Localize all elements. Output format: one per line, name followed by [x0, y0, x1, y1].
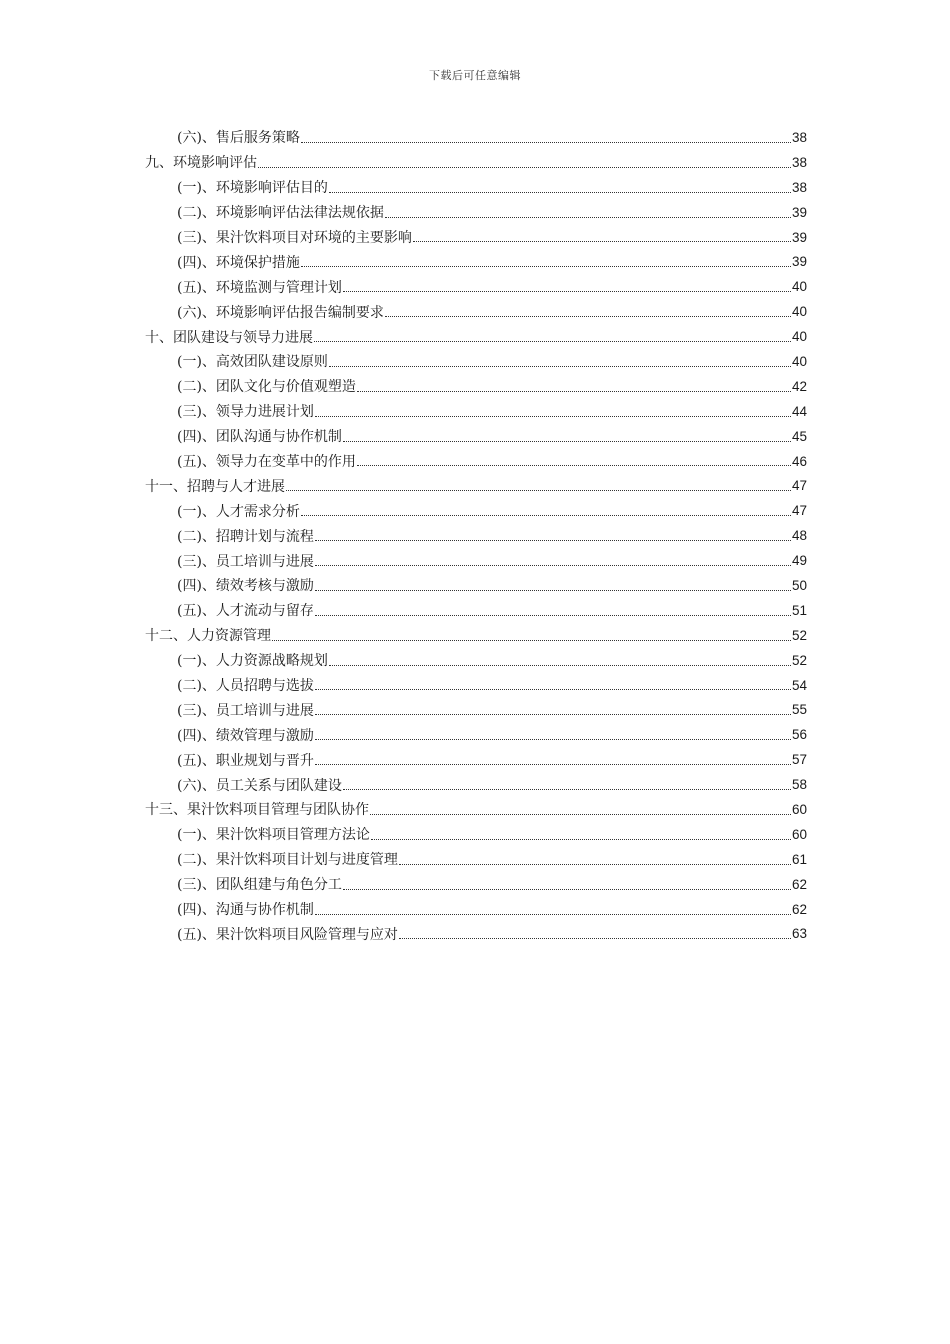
toc-entry-title: (三)、员工培训与进展	[177, 702, 314, 719]
toc-entry-page-number: 46	[791, 453, 807, 469]
toc-dot-leader	[413, 241, 791, 242]
toc-entry-page-number: 60	[791, 826, 807, 842]
toc-entry-page-number: 54	[791, 677, 807, 693]
toc-chapter-entry[interactable]	[145, 473, 807, 498]
toc-entry-title: (四)、绩效管理与激励	[177, 727, 314, 744]
toc-dot-leader	[315, 714, 791, 715]
toc-entry-title: (三)、果汁饮料项目对环境的主要影响	[177, 230, 412, 246]
toc-entry-title: (五)、人才流动与留存	[177, 603, 314, 620]
toc-section-entry[interactable]	[145, 125, 807, 150]
toc-dot-leader	[315, 764, 791, 765]
toc-entry-page-number: 39	[791, 254, 807, 270]
toc-dot-leader	[314, 341, 791, 342]
toc-section-entry[interactable]	[145, 424, 807, 449]
toc-section-entry[interactable]	[145, 349, 807, 374]
toc-entry-title: (四)、沟通与协作机制	[177, 902, 314, 919]
toc-dot-leader	[301, 142, 791, 143]
toc-entry-title: 十一、招聘与人才进展	[145, 478, 285, 495]
toc-section-entry[interactable]	[145, 847, 807, 872]
toc-dot-leader	[343, 441, 791, 442]
toc-chapter-entry[interactable]	[145, 797, 807, 822]
toc-entry-title: (二)、果汁饮料项目计划与进度管理	[177, 852, 398, 869]
toc-dot-leader	[343, 291, 791, 292]
toc-entry-page-number: 38	[791, 129, 807, 145]
toc-section-entry[interactable]	[145, 449, 807, 474]
toc-entry-page-number: 57	[791, 752, 807, 768]
toc-chapter-entry[interactable]	[145, 623, 807, 648]
toc-section-entry[interactable]	[145, 548, 807, 573]
toc-dot-leader	[315, 590, 791, 591]
toc-entry-page-number: 60	[791, 801, 807, 817]
toc-dot-leader	[315, 540, 791, 541]
toc-entry-title: 十、团队建设与领导力进展	[145, 329, 313, 346]
toc-entry-page-number: 62	[791, 876, 807, 892]
toc-section-entry[interactable]	[145, 822, 807, 847]
toc-entry-page-number: 39	[791, 229, 807, 245]
toc-section-entry[interactable]	[145, 673, 807, 698]
toc-entry-title: (一)、果汁饮料项目管理方法论	[177, 827, 370, 844]
toc-entry-page-number: 40	[791, 353, 807, 369]
toc-entry-title: (二)、团队文化与价值观塑造	[177, 379, 356, 396]
toc-entry-title: (五)、职业规划与晋升	[177, 752, 314, 769]
toc-dot-leader	[315, 689, 791, 690]
toc-section-entry[interactable]	[145, 872, 807, 897]
toc-entry-title: (五)、领导力在变革中的作用	[177, 454, 356, 471]
toc-entry-page-number: 44	[791, 403, 807, 419]
toc-entry-title: (一)、环境影响评估目的	[177, 180, 328, 197]
toc-dot-leader	[258, 167, 791, 168]
toc-entry-title: (一)、人力资源战略规划	[177, 653, 328, 670]
toc-section-entry[interactable]	[145, 225, 807, 250]
toc-entry-page-number: 42	[791, 378, 807, 394]
toc-entry-page-number: 39	[791, 204, 807, 220]
toc-entry-page-number: 62	[791, 901, 807, 917]
toc-entry-title: (六)、售后服务策略	[177, 130, 300, 147]
toc-section-entry[interactable]	[145, 274, 807, 299]
toc-entry-title: (六)、员工关系与团队建设	[177, 777, 342, 794]
toc-entry-title: (二)、环境影响评估法律法规依据	[177, 205, 384, 222]
toc-entry-page-number: 52	[791, 652, 807, 668]
toc-entry-title: (四)、环境保护措施	[177, 254, 300, 271]
toc-entry-page-number: 51	[791, 602, 807, 618]
toc-entry-title: (三)、领导力进展计划	[177, 404, 314, 421]
toc-entry-page-number: 40	[791, 329, 807, 345]
toc-entry-title: (三)、员工培训与进展	[177, 553, 314, 570]
toc-dot-leader	[399, 938, 791, 939]
page-header: 下载后可任意编辑	[429, 69, 521, 82]
toc-entry-title: (五)、环境监测与管理计划	[177, 279, 342, 296]
toc-section-entry[interactable]	[145, 897, 807, 922]
toc-entry-title: (二)、人员招聘与选拔	[177, 678, 314, 695]
toc-dot-leader	[329, 366, 791, 367]
toc-entry-title: (二)、招聘计划与流程	[177, 528, 314, 545]
toc-entry-page-number: 47	[791, 478, 807, 494]
toc-dot-leader	[315, 914, 791, 915]
toc-entry-page-number: 58	[791, 777, 807, 793]
toc-entry-page-number: 50	[791, 577, 807, 593]
toc-dot-leader	[370, 814, 791, 815]
toc-entry-page-number: 52	[791, 627, 807, 643]
toc-entry-title: (一)、人才需求分析	[177, 503, 300, 520]
toc-dot-leader	[357, 465, 791, 466]
toc-entry-title: 十二、人力资源管理	[145, 628, 271, 645]
toc-entry-title: (四)、团队沟通与协作机制	[177, 429, 342, 446]
toc-entry-page-number: 55	[791, 702, 807, 718]
toc-section-entry[interactable]	[145, 722, 807, 747]
toc-dot-leader	[315, 615, 791, 616]
toc-section-entry[interactable]	[145, 374, 807, 399]
toc-section-entry[interactable]	[145, 747, 807, 772]
toc-dot-leader	[301, 266, 791, 267]
toc-dot-leader	[286, 490, 791, 491]
toc-dot-leader	[343, 789, 791, 790]
toc-dot-leader	[315, 416, 791, 417]
table-of-contents	[145, 125, 807, 946]
toc-section-entry[interactable]	[145, 399, 807, 424]
toc-entry-title: 十三、果汁饮料项目管理与团队协作	[145, 802, 369, 819]
toc-section-entry[interactable]	[145, 697, 807, 722]
toc-dot-leader	[315, 565, 791, 566]
toc-entry-page-number: 38	[791, 154, 807, 170]
toc-dot-leader	[315, 739, 791, 740]
toc-section-entry[interactable]	[145, 922, 807, 947]
toc-dot-leader	[329, 192, 791, 193]
toc-entry-page-number: 56	[791, 727, 807, 743]
toc-dot-leader	[385, 316, 791, 317]
toc-entry-page-number: 40	[791, 279, 807, 295]
toc-dot-leader	[385, 217, 791, 218]
toc-section-entry[interactable]	[145, 573, 807, 598]
toc-section-entry[interactable]	[145, 498, 807, 523]
toc-entry-page-number: 45	[791, 428, 807, 444]
toc-entry-page-number: 47	[791, 503, 807, 519]
toc-entry-page-number: 40	[791, 304, 807, 320]
toc-section-entry[interactable]	[145, 523, 807, 548]
toc-entry-title: (四)、绩效考核与激励	[177, 578, 314, 595]
toc-entry-page-number: 48	[791, 528, 807, 544]
toc-dot-leader	[301, 515, 791, 516]
toc-dot-leader	[329, 665, 791, 666]
toc-section-entry[interactable]	[145, 249, 807, 274]
toc-entry-page-number: 38	[791, 179, 807, 195]
toc-section-entry[interactable]	[145, 299, 807, 324]
toc-section-entry[interactable]	[145, 648, 807, 673]
toc-dot-leader	[357, 391, 791, 392]
toc-entry-title: (六)、环境影响评估报告编制要求	[177, 304, 384, 321]
toc-chapter-entry[interactable]	[145, 150, 807, 175]
toc-chapter-entry[interactable]	[145, 324, 807, 349]
toc-entry-page-number: 49	[791, 553, 807, 569]
toc-section-entry[interactable]	[145, 175, 807, 200]
toc-entry-title: (三)、团队组建与角色分工	[177, 877, 342, 894]
toc-dot-leader	[399, 864, 791, 865]
toc-section-entry[interactable]	[145, 598, 807, 623]
toc-entry-title: (一)、高效团队建设原则	[177, 354, 328, 371]
toc-dot-leader	[272, 640, 791, 641]
toc-entry-page-number: 61	[791, 851, 807, 867]
toc-entry-page-number: 63	[791, 926, 807, 942]
toc-section-entry[interactable]	[145, 200, 807, 225]
toc-entry-title: 九、环境影响评估	[145, 155, 257, 172]
toc-dot-leader	[343, 889, 791, 890]
toc-dot-leader	[371, 839, 791, 840]
toc-section-entry[interactable]	[145, 772, 807, 797]
toc-entry-title: (五)、果汁饮料项目风险管理与应对	[177, 926, 398, 943]
